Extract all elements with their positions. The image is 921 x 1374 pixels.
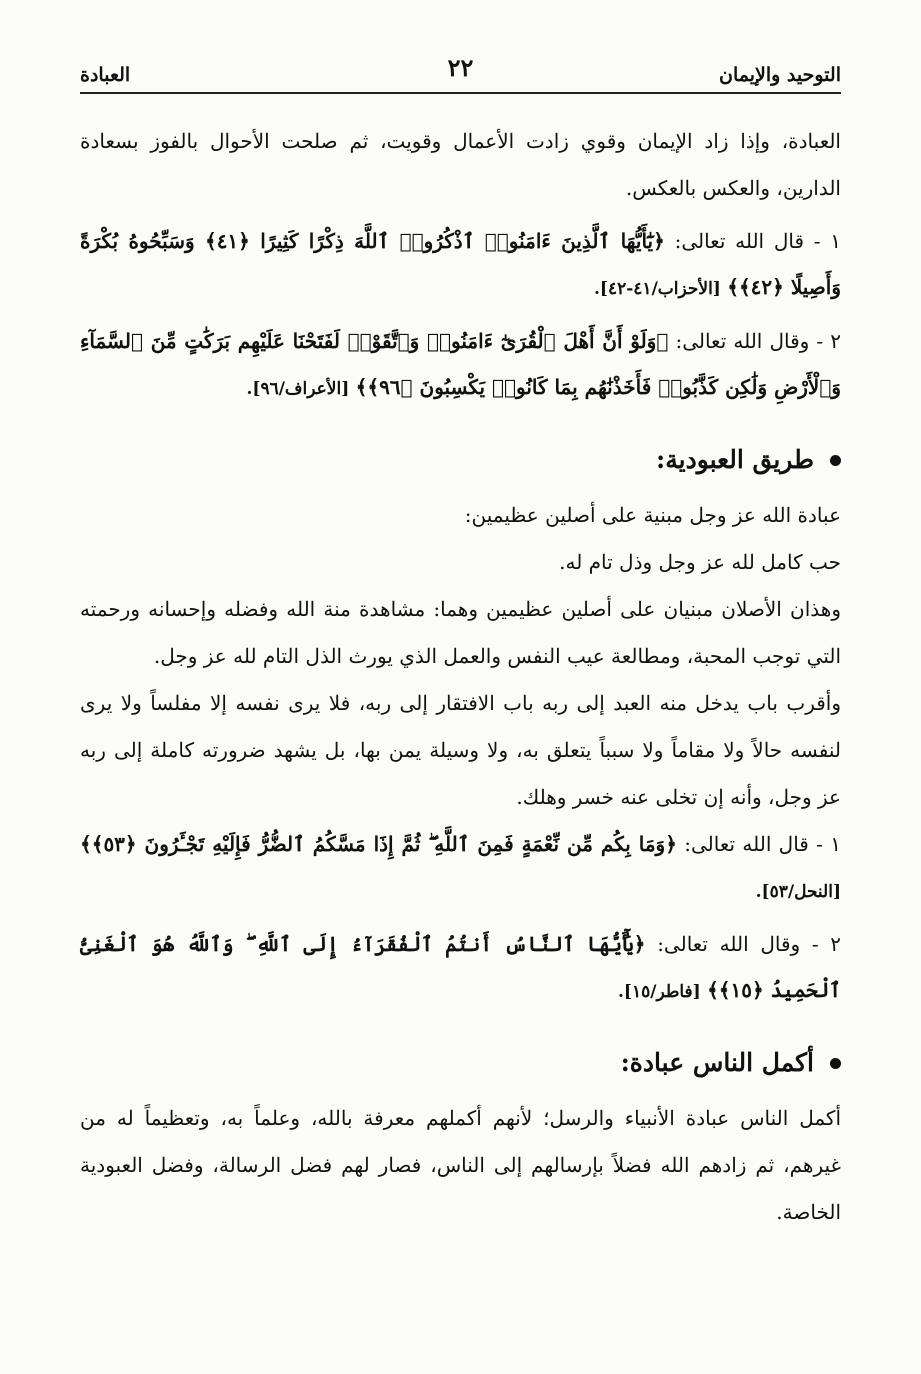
verse-item: [80, 218, 841, 312]
bullet-icon: [830, 1058, 841, 1069]
body-paragraph: حب كامل لله عز وجل وذل تام له.: [559, 550, 841, 574]
section-heading: [80, 434, 841, 486]
body-paragraph: أكمل الناس عبادة الأنبياء والرسل؛ لأنهم أكملهم معرفة بالله، وعلماً به، وتعظيماً له من غيرهم، ثم زادهم الله فضلاً بإرسالهم إلى الناس، فصار لهم فضل الرسالة، وفضل العبودية الخاصة.: [80, 1106, 841, 1224]
quran-text: ﴿يَٰٓأَيُّهَا ٱلَّذِينَ ءَامَنُوا۟ ٱذْكُرُوا۟ ٱللَّهَ ذِكْرًا كَثِيرًا ﴿٤١﴾ وَسَبِّحُوهُ بُكْرَةً وَأَصِيلًا ﴿٤٢﴾﴾: [80, 229, 841, 299]
bullet-icon: [830, 455, 841, 466]
book-title: التوحيد والإيمان: [719, 64, 841, 86]
verse-lead: ٢ - وقال الله تعالى:: [675, 329, 842, 353]
verse-lead: ١ - قال الله تعالى:: [684, 832, 842, 856]
verse-item: [80, 318, 841, 412]
section-heading-text: طريق العبودية:: [655, 445, 814, 474]
quran-text: ﴿وَمَا بِكُم مِّن نِّعْمَةٍ فَمِنَ ٱللَّهِ ۖ ثُمَّ إِذَا مَسَّكُمُ ٱلضُّرُّ فَإِلَيْهِ تَجْـَٔرُونَ ﴿٥٣﴾﴾: [80, 832, 677, 856]
running-header: [80, 48, 841, 94]
section-heading-text: أكمل الناس عبادة:: [620, 1048, 814, 1077]
intro-paragraph: العبادة، وإذا زاد الإيمان وقوي زادت الأعمال وقويت، ثم صلحت الأحوال بالفوز بسعادة الدارين، والعكس بالعكس.: [80, 129, 841, 200]
verse-lead: ١ - قال الله تعالى:: [674, 229, 841, 253]
verse-reference: [الأحزاب/٤١-٤٢].: [594, 279, 721, 299]
verse-item: [80, 921, 841, 1015]
chapter-title: العبادة: [80, 64, 131, 86]
verse-lead: ٢ - وقال الله تعالى:: [657, 932, 842, 956]
quran-text: ﴿يَٰٓأَيُّهَا ٱلنَّاسُ أَنتُمُ ٱلْفُقَرَآءُ إِلَى ٱللَّهِ ۖ وَٱللَّهُ هُوَ ٱلْغَنِىُّ ٱلْحَمِيدُ ﴿١٥﴾﴾: [80, 932, 841, 1002]
page-body: [80, 118, 841, 1236]
body-paragraph: وهذان الأصلان مبنيان على أصلين عظيمين وهما: مشاهدة منة الله وفضله وإحسانه ورحمته التي توجب المحبة، ومطالعة عيب النفس والعمل الذي يورث الذل التام لله عز وجل.: [80, 597, 841, 668]
verse-reference: [الأعراف/٩٦].: [246, 379, 350, 399]
quran-text: ﴿وَلَوْ أَنَّ أَهْلَ ٱلْقُرَىٰٓ ءَامَنُوا۟ وَٱتَّقَوْا۟ لَفَتَحْنَا عَلَيْهِم بَرَكَٰتٍ مِّنَ ٱلسَّمَآءِ وَٱلْأَرْضِ وَلَٰكِن كَذَّبُوا۟ فَأَخَذْنَٰهُم بِمَا كَانُوا۟ يَكْسِبُونَ ﴿٩٦﴾﴾: [80, 329, 841, 399]
verse-item: [80, 821, 841, 915]
body-paragraph: عبادة الله عز وجل مبنية على أصلين عظيمين:: [464, 503, 841, 527]
verse-reference: [النحل/٥٣].: [755, 882, 841, 902]
verse-reference: [فاطر/١٥].: [618, 982, 701, 1002]
body-paragraph: وأقرب باب يدخل منه العبد إلى ربه باب الافتقار إلى ربه، فلا يرى نفسه إلا مفلساً ولا يرى لنفسه حالاً ولا مقاماً ولا سبباً يتعلق به، ولا وسيلة يمن بها، بل يشهد ضرورته كاملة إلى ربه عز وجل، وأنه إن تخلى عنه خسر وهلك.: [80, 691, 841, 809]
section-heading: [80, 1037, 841, 1089]
page-number: ٢٢: [447, 53, 474, 82]
